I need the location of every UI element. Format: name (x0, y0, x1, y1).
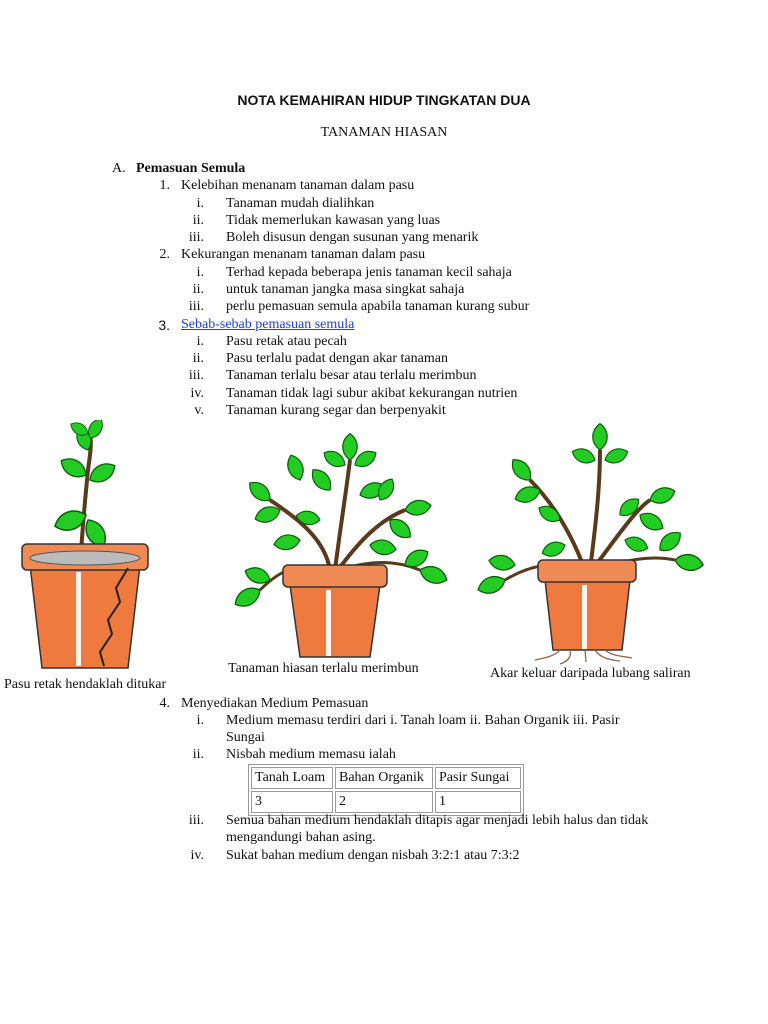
item3-sub3-number: iii. (188, 368, 204, 383)
section-a-letter: A. (112, 161, 126, 176)
item4-sub3-text: Semua bahan medium hendaklah ditapis agar menjadi lebih halus dan tidak (226, 813, 649, 828)
item3-sub4-text: Tanaman tidak lagi subur akibat kekurangan nutrien (226, 386, 518, 401)
item4-sub2-number: ii. (192, 747, 204, 762)
item3-sub3-text: Tanaman terlalu besar atau terlalu merimbun (226, 368, 477, 383)
item3-sub5-text: Tanaman kurang segar dan berpenyakit (226, 403, 446, 418)
item1-sub2-text: Tidak memerlukan kawasan yang luas (226, 213, 441, 228)
item1-number: 1. (159, 178, 170, 193)
item3-link[interactable]: Sebab-sebab pemasuan semula (181, 317, 355, 332)
section-a-heading: Pemasuan Semula (136, 161, 246, 176)
item4-sub3-number: iii. (188, 813, 204, 828)
item3-sub2-text: Pasu terlalu padat dengan akar tanaman (226, 351, 448, 366)
overgrown-pot-plant (231, 434, 449, 657)
item2-text: Kekurangan menanam tanaman dalam pasu (181, 247, 426, 262)
item4-sub2-text: Nisbah medium memasu ialah (226, 747, 396, 762)
caption-roots-out: Akar keluar daripada lubang saliran (490, 666, 691, 681)
item1-sub2-number: ii. (192, 213, 204, 228)
item3-sub1-text: Pasu retak atau pecah (226, 334, 347, 349)
item4-number: 4. (159, 696, 170, 711)
item3-sub4-number: iv. (190, 386, 204, 401)
table-header-cell: Pasir Sungai (435, 767, 521, 789)
table-header-cell: Bahan Organik (335, 767, 433, 789)
item2-sub3-text: perlu pemasuan semula apabila tanaman kurang subur (226, 299, 530, 314)
document-subtitle: TANAMAN HIASAN (320, 125, 448, 140)
item4-sub4-text: Sukat bahan medium dengan nisbah 3:2:1 atau 7:3:2 (226, 848, 520, 863)
caption-overgrown-plant: Tanaman hiasan terlalu merimbun (228, 661, 419, 676)
cracked-pot-plant (22, 420, 148, 668)
caption-cracked-pot: Pasu retak hendaklah ditukar (4, 677, 167, 692)
item2-number: 2. (159, 247, 170, 262)
item2-sub1-number: i. (196, 265, 204, 280)
item4-sub1-text-cont: Sungai (226, 730, 265, 745)
table-cell: 3 (251, 791, 333, 813)
table-cell: 2 (335, 791, 433, 813)
item1-sub1-text: Tanaman mudah dialihkan (226, 196, 375, 211)
table-header-row (251, 767, 521, 789)
item4-text: Menyediakan Medium Pemasuan (181, 696, 369, 711)
table-row (251, 791, 521, 813)
medium-ratio-table (248, 764, 524, 816)
item2-sub2-number: ii. (192, 282, 204, 297)
item3-sub2-number: ii. (192, 351, 204, 366)
item2-sub3-number: iii. (188, 299, 204, 314)
rootbound-pot-plant (475, 424, 704, 664)
item4-sub4-number: iv. (190, 848, 204, 863)
item1-text: Kelebihan menanam tanaman dalam pasu (181, 178, 415, 193)
item3-number: 3. (158, 317, 170, 333)
document-title: NOTA KEMAHIRAN HIDUP TINGKATAN DUA (237, 92, 531, 108)
item1-sub1-number: i. (196, 196, 204, 211)
item4-sub1-number: i. (196, 713, 204, 728)
item3-sub5-number: v. (194, 403, 204, 418)
item2-sub1-text: Terhad kepada beberapa jenis tanaman kecil sahaja (226, 265, 512, 280)
table-header-cell: Tanah Loam (251, 767, 333, 789)
table-cell: 1 (435, 791, 521, 813)
item2-sub2-text: untuk tanaman jangka masa singkat sahaja (226, 282, 465, 297)
item4-sub3-text-cont: mengandungi bahan asing. (226, 830, 376, 845)
item1-sub3-number: iii. (188, 230, 204, 245)
item4-sub1-text: Medium memasu terdiri dari i. Tanah loam ii. Bahan Organik iii. Pasir (226, 713, 620, 728)
plant-pots-illustration (0, 420, 768, 685)
item3-sub1-number: i. (196, 334, 204, 349)
item1-sub3-text: Boleh disusun dengan susunan yang menarik (226, 230, 479, 245)
